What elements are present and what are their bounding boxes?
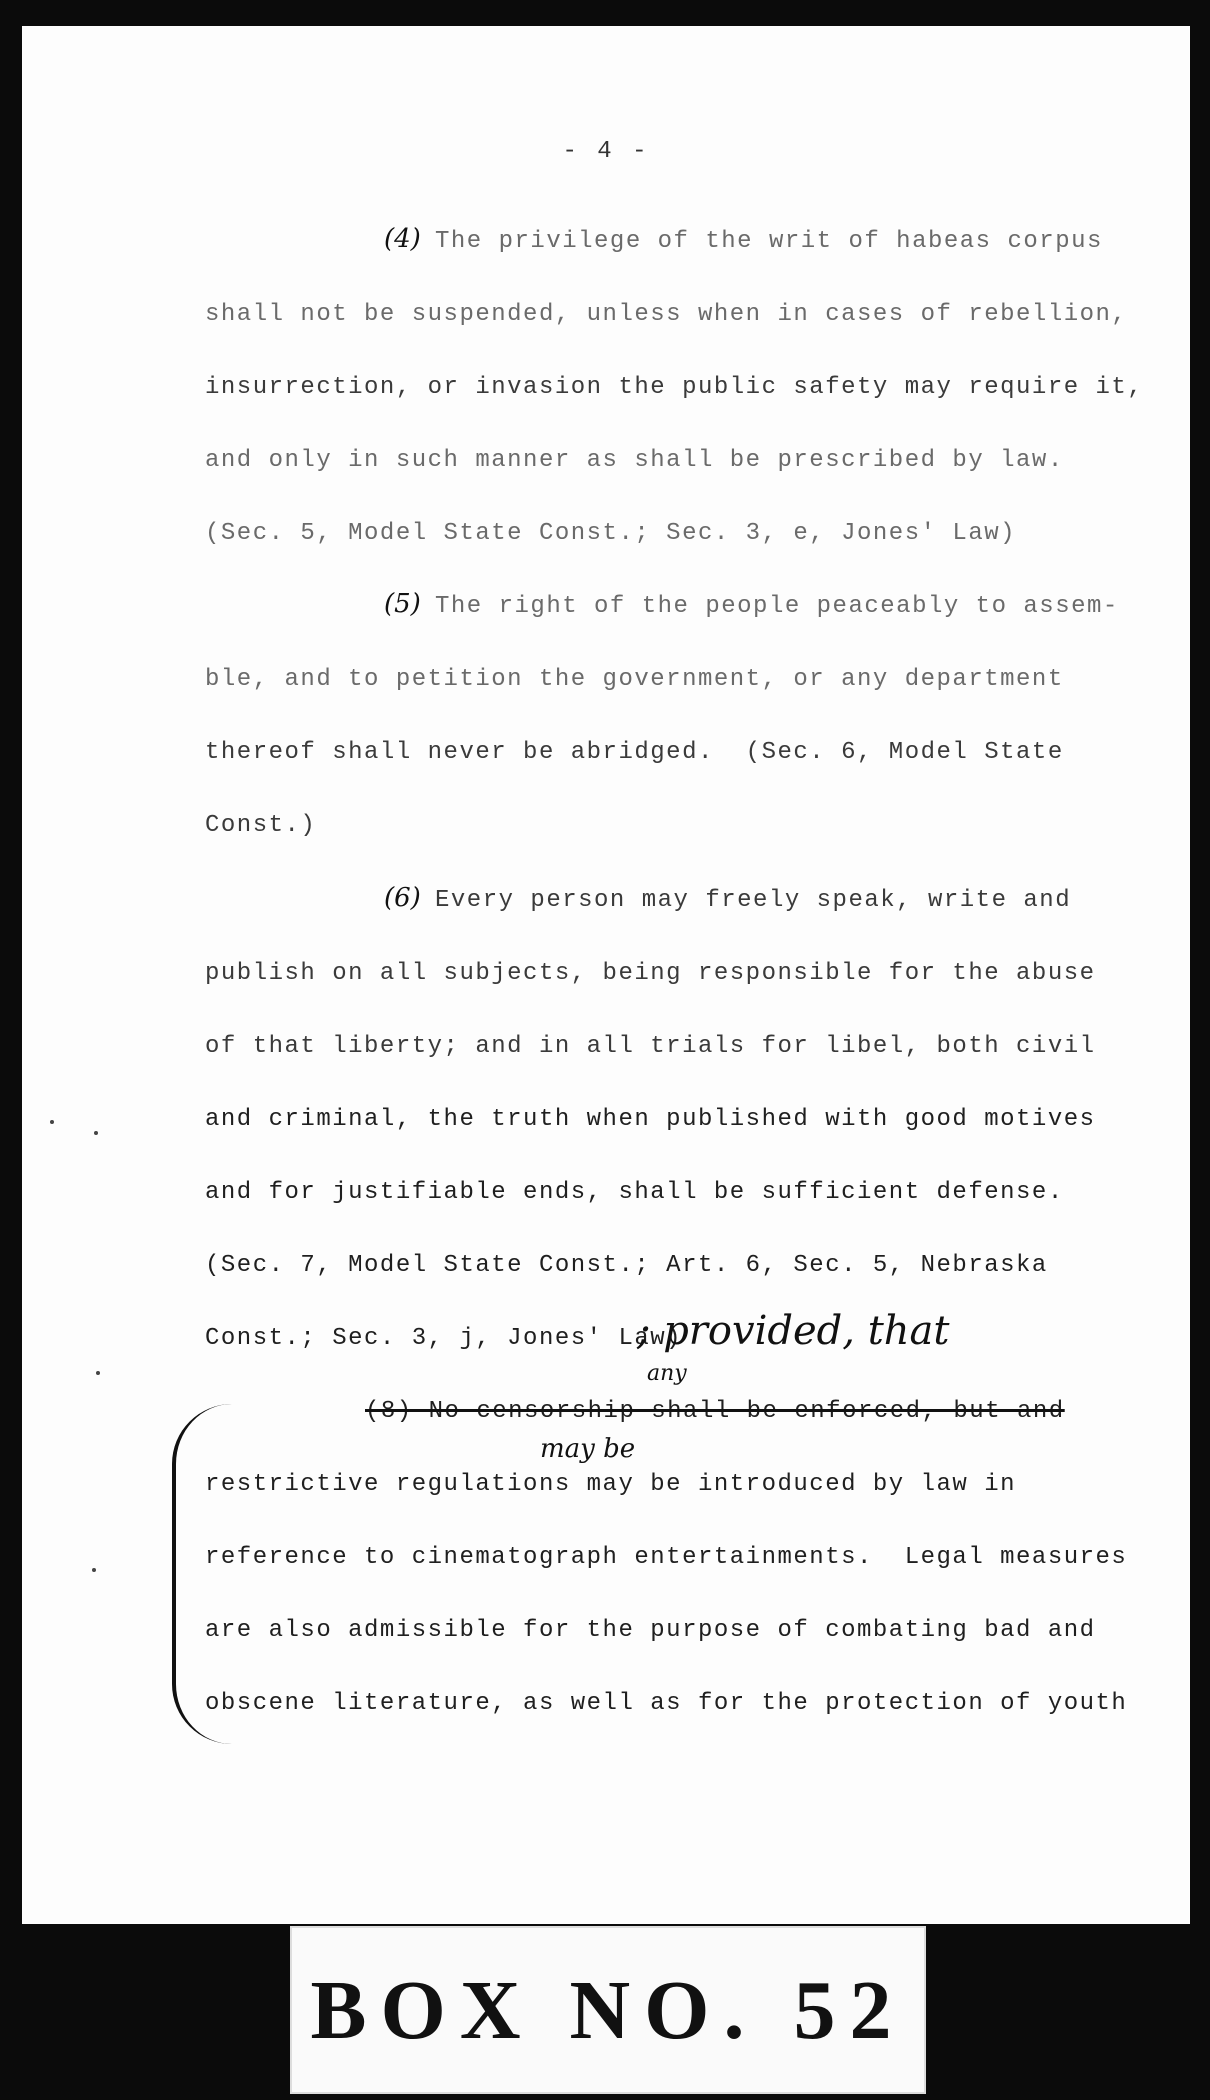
text-line: are also admissible for the purpose of combating bad and [205,1617,1096,1644]
text-line: shall not be suspended, unless when in cases of rebellion, [205,301,1128,328]
handwritten-insertion: may be [540,1434,636,1464]
text-line: obscene literature, as well as for the protection of youth [205,1690,1128,1717]
struck-text-line: (8) No censorship shall be enforced, but and [365,1398,1065,1425]
text-line: The right of the people peaceably to assem- [435,593,1119,620]
box-label-card [290,1926,926,2094]
scan-speck [96,1371,100,1375]
text-line: insurrection, or invasion the public safety may require it, [205,374,1144,401]
document-page [22,26,1190,1924]
text-line: restrictive regulations may be introduced by law in [205,1471,1017,1498]
text-line: (Sec. 7, Model State Const.; Art. 6, Sec. 5, Nebraska [205,1252,1048,1279]
text-line: and criminal, the truth when published with good motives [205,1106,1096,1133]
paragraph-number: (5) [384,589,421,619]
scan-speck [92,1568,96,1572]
text-line: The privilege of the writ of habeas corpus [435,228,1103,255]
text-line: and for justifiable ends, shall be sufficient defense. [205,1179,1064,1206]
text-line: reference to cinematograph entertainments. Legal measures [205,1544,1128,1571]
handwritten-insertion: any [647,1361,687,1386]
text-line: thereof shall never be abridged. (Sec. 6, Model State [205,739,1064,766]
text-line: Every person may freely speak, write and [435,887,1072,914]
text-line: of that liberty; and in all trials for libel, both civil [205,1033,1096,1060]
text-line: Const.) [205,812,317,839]
text-line: Const.; Sec. 3, j, Jones' Law) [205,1325,683,1352]
handwritten-bracket [172,1404,236,1744]
scan-speck [94,1131,98,1135]
paragraph-number: (4) [384,224,421,254]
text-line: ble, and to petition the government, or any department [205,666,1064,693]
text-line: publish on all subjects, being responsible for the abuse [205,960,1096,987]
page-number: - 4 - [562,138,650,165]
paragraph-number: (6) [384,883,421,913]
scan-speck [50,1120,54,1124]
box-label: BOX NO. 52 [310,1963,906,2057]
text-line: and only in such manner as shall be prescribed by law. [205,447,1064,474]
handwritten-insertion: ; provided, that [637,1308,950,1354]
text-line: (Sec. 5, Model State Const.; Sec. 3, e, Jones' Law) [205,520,1017,547]
